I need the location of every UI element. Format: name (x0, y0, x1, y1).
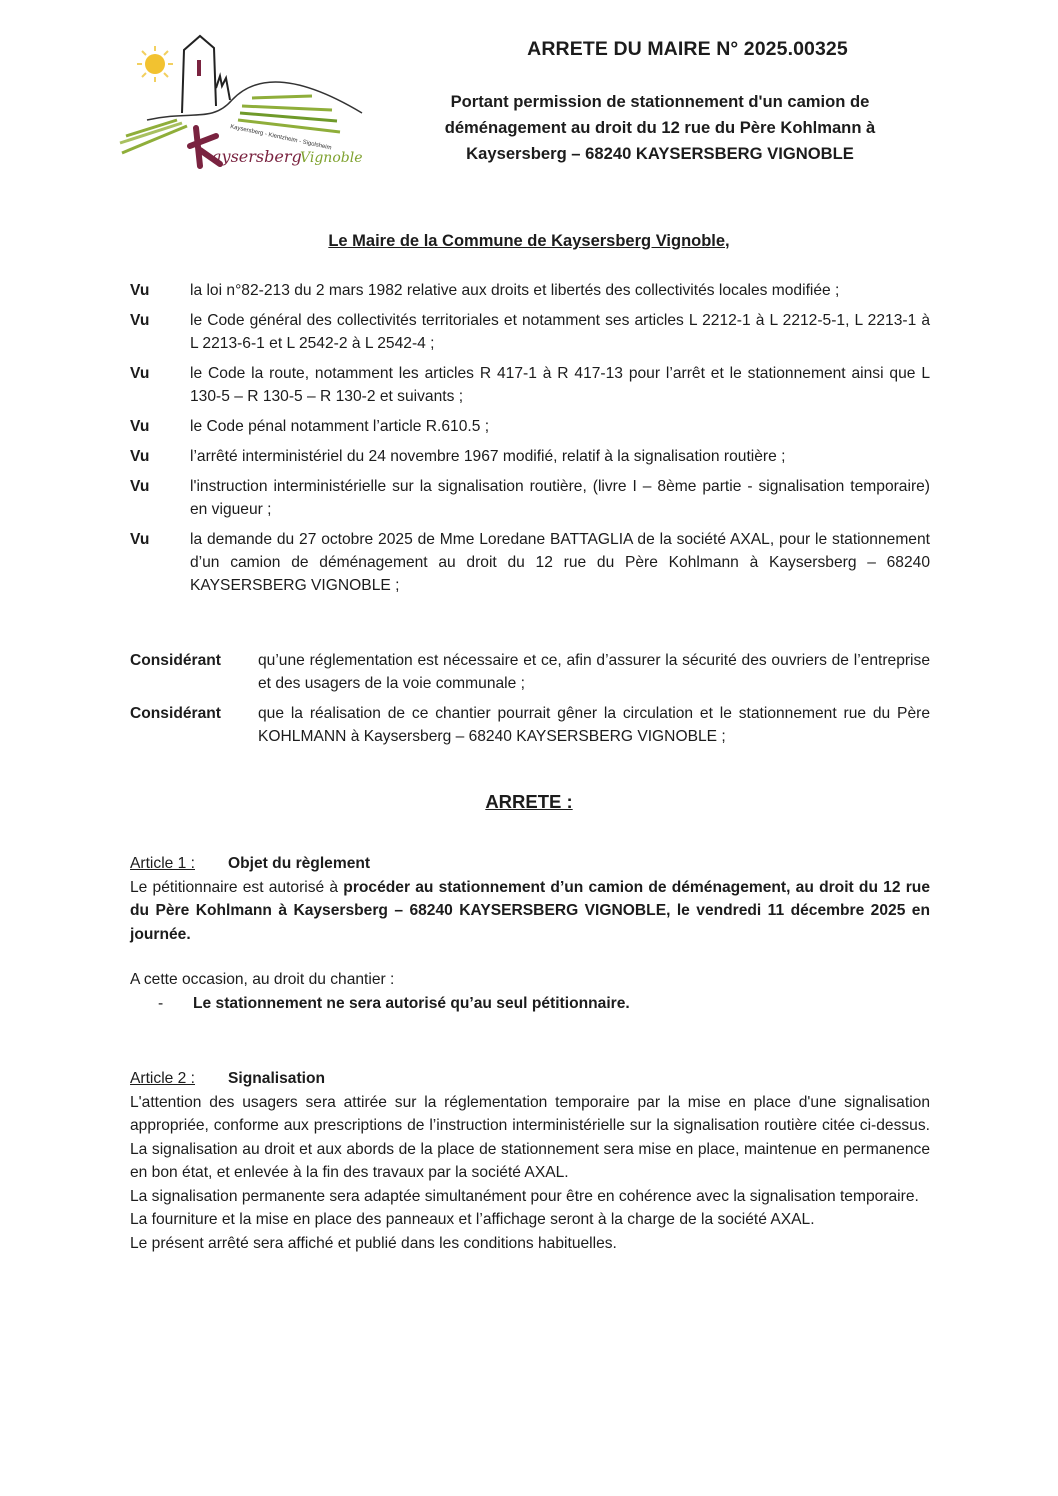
vu-item (130, 475, 930, 521)
vu-label: Vu (130, 282, 150, 299)
article-1-heading (130, 852, 930, 876)
document-header (400, 38, 920, 167)
preamble-heading: Le Maire de la Commune de Kaysersberg Vignoble, (328, 232, 730, 250)
considerant-item (130, 649, 930, 695)
article-1-intro: Le pétitionnaire est autorisé à (130, 878, 344, 896)
logo-tagline: Kaysersberg - Kientzheim - Sigolsheim (229, 124, 332, 152)
vu-list (130, 279, 930, 604)
vu-text: le Code la route, notamment les articles R 417-1 à R 417-13 pour l’arrêt et le stationnement ainsi que L 130-5 – R 130-5 – R 130-2 et suivants ; (190, 365, 930, 405)
vu-item (130, 362, 930, 408)
considerant-list (130, 649, 930, 755)
article-1-occasion: A cette occasion, au droit du chantier : (130, 971, 395, 988)
vu-label: Vu (130, 312, 150, 329)
logo-wordmark-kaysersberg: aysersberg (212, 147, 302, 166)
considerant-text: que la réalisation de ce chantier pourrait gêner la circulation et le stationnement rue du Père KOHLMANN à Kaysersberg – 68240 KAYSERSBERG VIGNOBLE ; (258, 705, 930, 745)
vu-text: le Code général des collectivités territoriales et notamment ses articles L 2212-1 à L 2212-5-1, L 2213-1 à L 2213-6-1 et L 2542-2 à L 2542-4 ; (190, 312, 930, 352)
logo-graphic (112, 28, 372, 173)
vu-text: l’arrêté interministériel du 24 novembre 1967 modifié, relatif à la signalisation routière ; (190, 448, 786, 465)
vu-label: Vu (130, 531, 150, 548)
vu-text: la demande du 27 octobre 2025 de Mme Loredane BATTAGLIA de la société AXAL, pour le stationnement d’un camion de déménagement au droit du 12 rue du Père Kohlmann à Kaysersberg – 68240 KAYSERSBERG VIGNOBLE ; (190, 531, 930, 594)
arrete-heading: ARRETE : (485, 791, 573, 812)
article-1-title: Objet du règlement (228, 855, 371, 872)
article-2-paragraph: La fourniture et la mise en place des panneaux et l’affichage seront à la charge de la société AXAL. (130, 1211, 815, 1228)
considerant-label: Considérant (130, 705, 221, 722)
vu-item (130, 528, 930, 597)
decree-subtitle: Portant permission de stationnement d'un camion de déménagement au droit du 12 rue du Père Kohlmann à Kaysersberg – 68240 KAYSERSBERG VIGNOBLE (444, 92, 876, 163)
article-2-paragraph: La signalisation permanente sera adaptée simultanément pour être en cohérence avec la signalisation temporaire. (130, 1187, 919, 1205)
logo-wordmark-vignoble: Vignoble (300, 150, 363, 166)
article-1-bullet (158, 992, 930, 1016)
article-2-number: Article 2 : (130, 1070, 195, 1087)
vu-label: Vu (130, 418, 150, 435)
sun-icon (137, 46, 173, 82)
vu-label: Vu (130, 448, 150, 465)
vu-label: Vu (130, 478, 150, 495)
tower-icon (182, 36, 230, 113)
article-1 (130, 852, 930, 1015)
article-1-number: Article 1 : (130, 855, 195, 872)
bullet-dash: - (158, 994, 164, 1012)
considerant-item (130, 702, 930, 748)
article-1-body (130, 876, 930, 947)
article-1-bullet-text: Le stationnement ne sera autorisé qu’au seul pétitionnaire. (193, 994, 630, 1012)
article-2 (130, 1067, 930, 1255)
vu-label: Vu (130, 365, 150, 382)
article-2-title: Signalisation (228, 1070, 326, 1087)
article-2-paragraph: L'attention des usagers sera attirée sur la réglementation temporaire par la mise en place d'une signalisation appropriée, conforme aux prescriptions de l’instruction interministérielle sur la signalisation routière citée ci-dessus. La signalisation au droit et aux abords de la place de stationnement sera mise en place, maintenue en permanence en bon état, et enlevée à la fin des travaux par la société AXAL. (130, 1093, 930, 1181)
article-2-paragraph: Le présent arrêté sera affiché et publié dans les conditions habituelles. (130, 1234, 617, 1252)
vu-text: la loi n°82-213 du 2 mars 1982 relative aux droits et libertés des collectivités locales modifiée ; (190, 282, 840, 299)
vu-text: l'instruction interministérielle sur la signalisation routière, (livre I – 8ème partie - signalisation temporaire) en vigueur ; (190, 478, 930, 518)
vu-item (130, 445, 930, 468)
vu-text: le Code pénal notamment l’article R.610.5 ; (190, 418, 490, 435)
vu-item (130, 309, 930, 355)
kaysersberg-vignoble-logo (112, 28, 372, 173)
vu-item (130, 279, 930, 302)
article-1-bold-text: procéder au stationnement d’un camion de déménagement, au droit du 12 rue du Père Kohlmann à Kaysersberg – 68240 KAYSERSBERG VIGNOBLE, le vendredi 11 décembre 2025 en journée. (130, 878, 930, 943)
tower-window (197, 60, 201, 76)
vu-item (130, 415, 930, 438)
article-2-heading (130, 1067, 930, 1091)
decree-title: ARRETE DU MAIRE N° 2025.00325 (527, 38, 848, 60)
considerant-label: Considérant (130, 652, 221, 669)
considerant-text: qu’une réglementation est nécessaire et ce, afin d’assurer la sécurité des ouvriers de l’entreprise et des usagers de la voie communale ; (258, 652, 930, 692)
